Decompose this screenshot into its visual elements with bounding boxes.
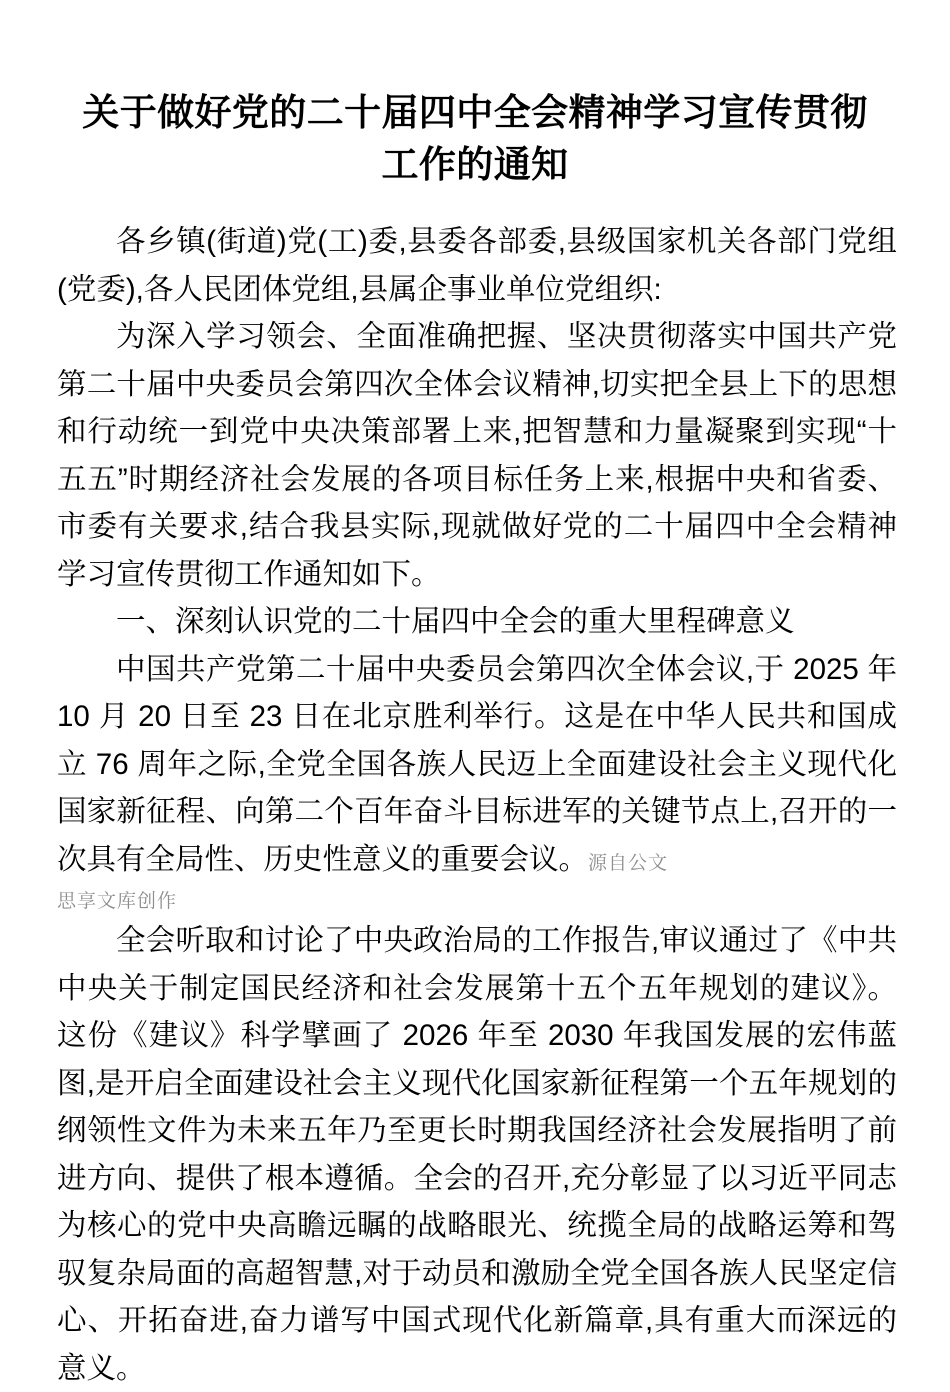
watermark-inline: 源自公文 bbox=[588, 852, 669, 874]
paragraph-section-one-1 bbox=[57, 646, 897, 888]
section-heading-one: 一、深刻认识党的二十届四中全会的重大里程碑意义 bbox=[116, 605, 795, 638]
page-title-text: 关于做好党的二十届四中全会精神学习宣传贯彻工作的通知 bbox=[82, 91, 868, 185]
paragraph-section-one-1-text: 中国共产党第二十届中央委员会第四次全体会议,于 2025 年 10 月 20 日至 23 日在北京胜利举行。这是在中华人民共和国成立 76 周年之际,全党全国各族人民迈上全面建设社会主义现代化国家新征程、向第二个百年奋斗目标进军的关键节点上,召开的一次具有全局性、历史性意义的重要会议。 bbox=[57, 652, 897, 876]
paragraph-section-one-2: 全会听取和讨论了中央政治局的工作报告,审议通过了《中共中央关于制定国民经济和社会发展第十五个五年规划的建议》。这份《建议》科学擘画了 2026 年至 2030 年我国发展的宏伟蓝图,是开启全面建设社会主义现代化国家新征程第一个五年规划的纲领性文件为未来五年乃至更长时期我国经济社会发展指明了前进方向、提供了根本遵循。全会的召开,充分彰显了以习近平同志为核心的党中央高瞻远瞩的战略眼光、统揽全局的战略运筹和驾驭复杂局面的高超智慧,对于动员和激励全党全国各族人民坚定信心、开拓奋进,奋力谱写中国式现代化新篇章,具有重大而深远的意义。 bbox=[57, 924, 897, 1385]
paragraph-addressee: 各乡镇(街道)党(工)委,县委各部委,县级国家机关各部门党组(党委),各人民团体党组,县属企事业单位党组织: bbox=[57, 225, 897, 306]
watermark-line: 思享文库创作 bbox=[57, 891, 178, 912]
page-title bbox=[68, 87, 882, 191]
document-body bbox=[57, 218, 897, 1392]
paragraph-preamble: 为深入学习领会、全面准确把握、坚决贯彻落实中国共产党第二十届中央委员会第四次全体会议精神,切实把全县上下的思想和行动统一到党中央决策部署上来,把智慧和力量凝聚到实现“十五五”时期经济社会发展的各项目标任务上来,根据中央和省委、市委有关要求,结合我县实际,现就做好党的二十届四中全会精神学习宣传贯彻工作通知如下。 bbox=[57, 320, 897, 591]
